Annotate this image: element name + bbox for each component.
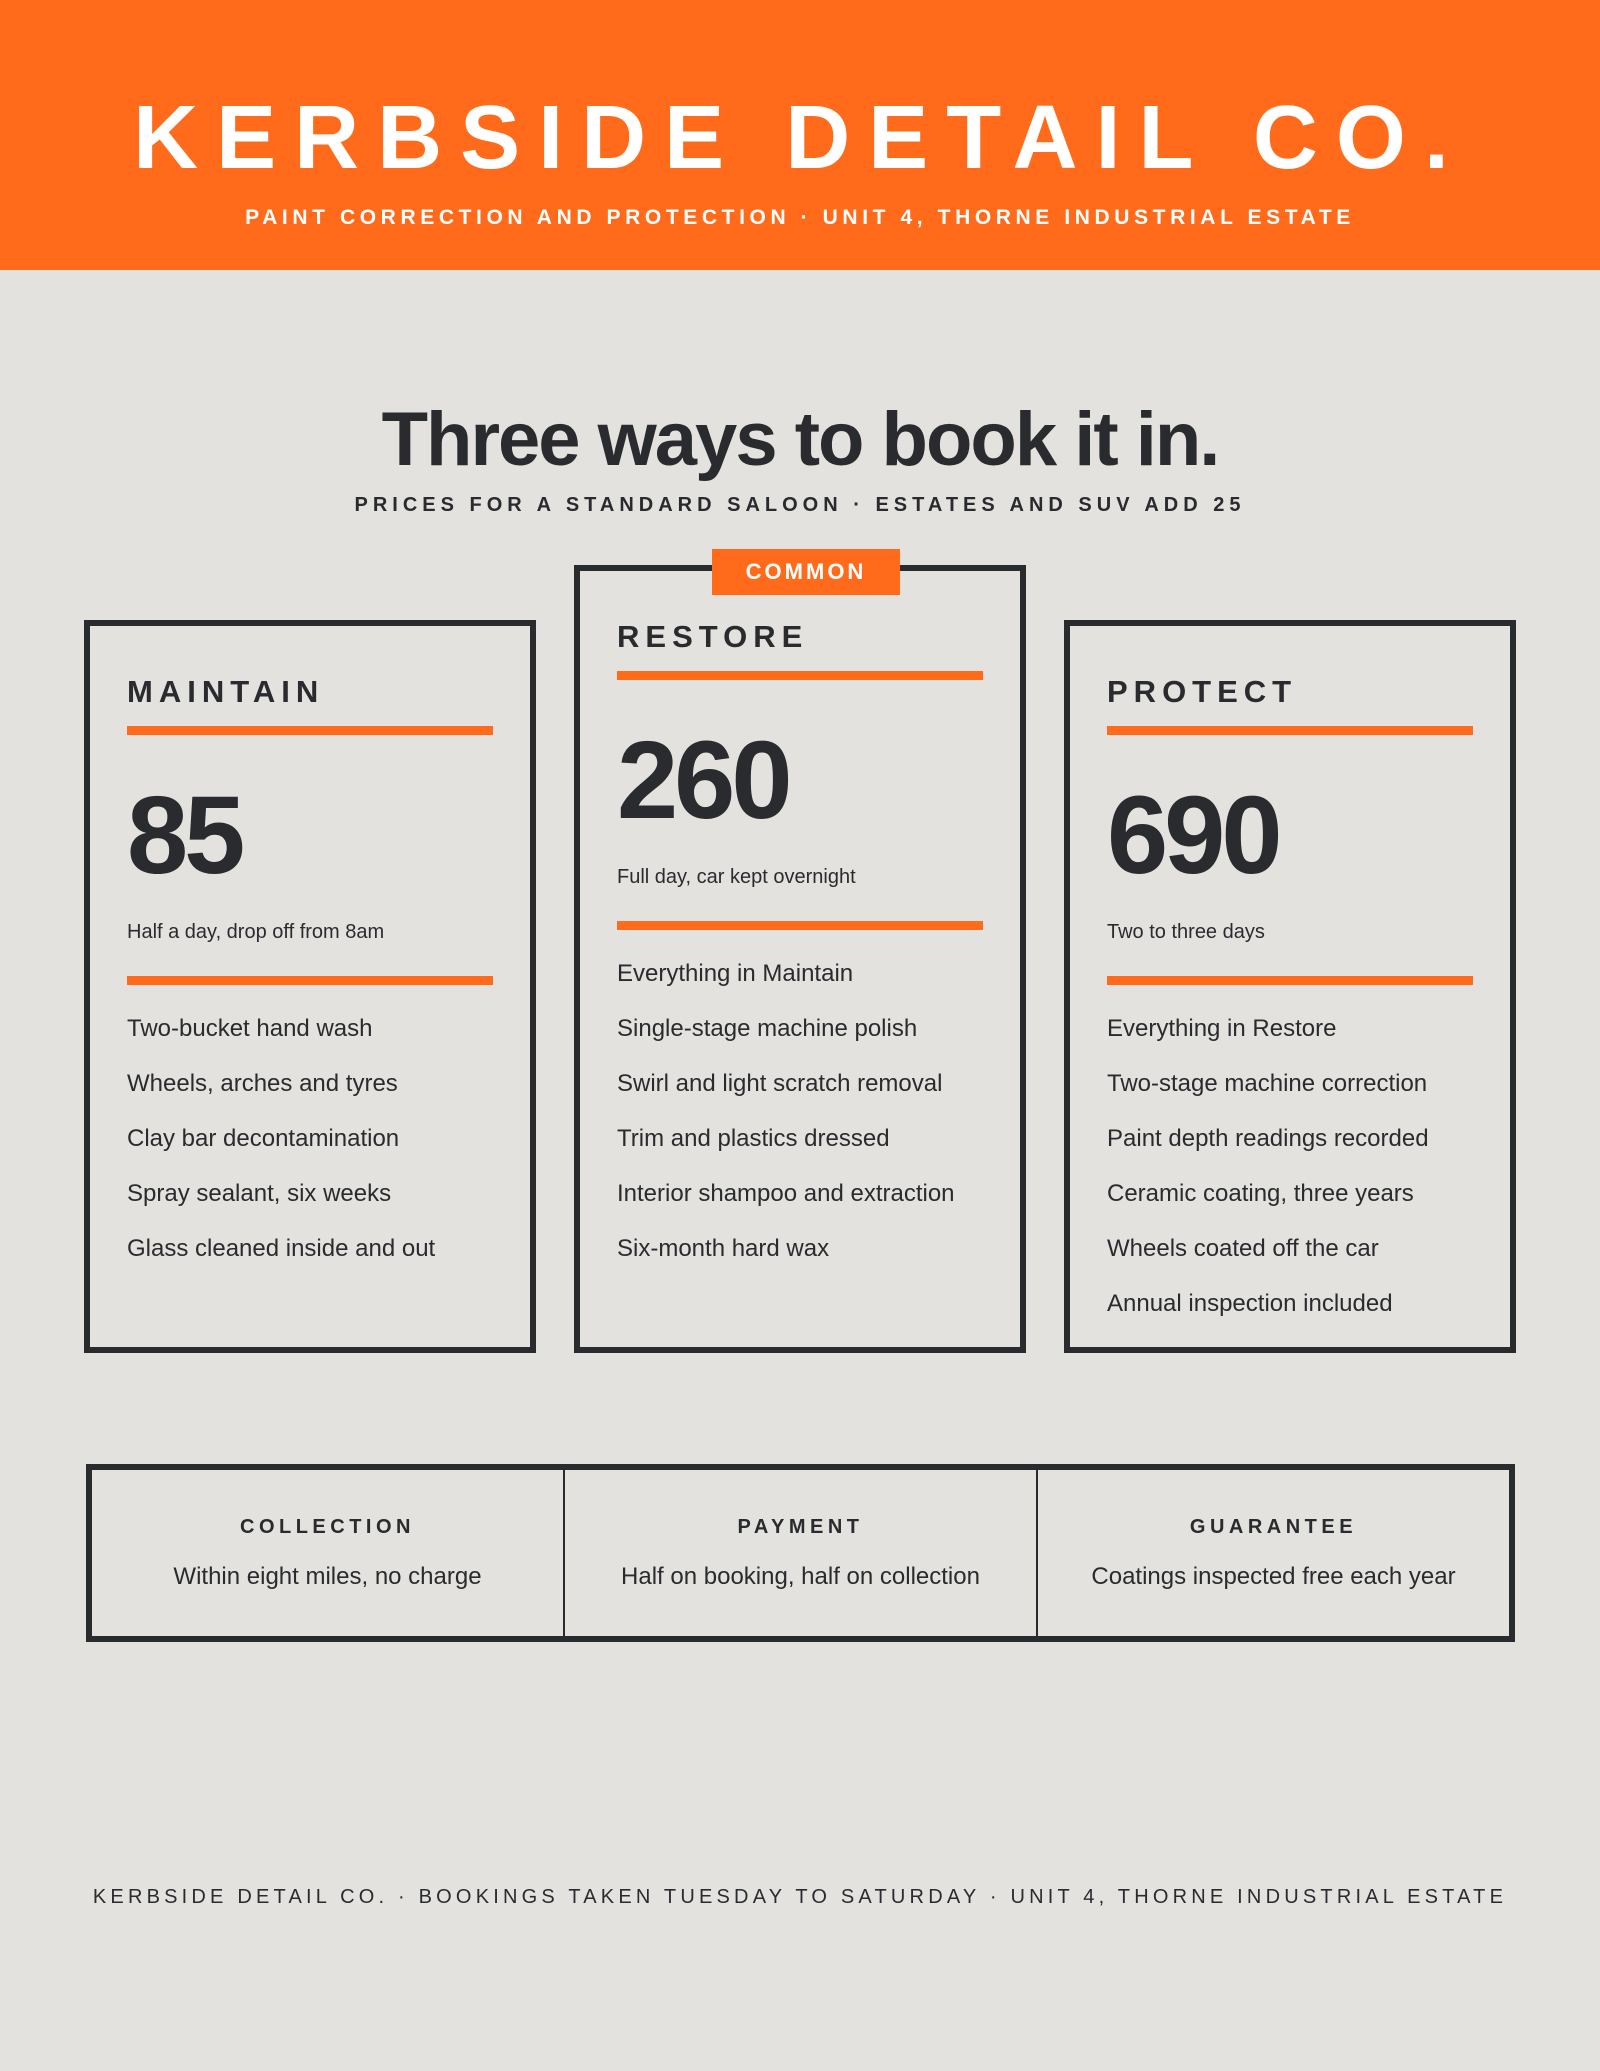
plan-price: 85 [127,774,242,897]
brand-header [0,0,1600,270]
feature-item: Annual inspection included [1107,1290,1393,1317]
plan-duration: Full day, car kept overnight [617,866,856,888]
info-title: GUARANTEE [1189,1516,1358,1538]
accent-divider [617,921,983,930]
accent-divider [1107,976,1473,985]
popular-badge: COMMON [712,549,900,595]
brand-tagline: PAINT CORRECTION AND PROTECTION · UNIT 4, THORNE INDUSTRIAL ESTATE [245,206,1355,229]
accent-divider [127,726,493,735]
footer-text: KERBSIDE DETAIL CO. · BOOKINGS TAKEN TUESDAY TO SATURDAY · UNIT 4, THORNE INDUSTRIAL ESTATE [92,1886,1508,1908]
brand-name: KERBSIDE DETAIL CO. [133,88,1467,188]
feature-item: Ceramic coating, three years [1107,1180,1414,1207]
plan-duration: Half a day, drop off from 8am [127,921,385,943]
info-text: Within eight miles, no charge [173,1563,482,1590]
plan-name: PROTECT [1107,674,1298,709]
feature-item: Paint depth readings recorded [1107,1125,1429,1152]
pricing-note: PRICES FOR A STANDARD SALOON · ESTATES AND SUV ADD 25 [354,494,1246,516]
feature-item: Single-stage machine polish [617,1015,918,1042]
info-title: PAYMENT [737,1516,864,1538]
accent-divider [1107,726,1473,735]
accent-divider [127,976,493,985]
feature-item: Wheels coated off the car [1107,1235,1379,1262]
plan-duration: Two to three days [1107,921,1265,943]
feature-item: Trim and plastics dressed [617,1125,890,1152]
info-cell-payment [563,1470,1036,1636]
info-text: Coatings inspected free each year [1091,1563,1456,1590]
plan-card-maintain [84,620,536,1353]
plan-price: 690 [1107,774,1279,897]
feature-item: Wheels, arches and tyres [127,1070,398,1097]
feature-item: Two-stage machine correction [1107,1070,1428,1097]
feature-item: Everything in Maintain [617,960,854,987]
info-cell-collection [92,1470,563,1636]
info-text: Half on booking, half on collection [621,1563,980,1590]
page-title: Three ways to book it in. [381,397,1219,482]
accent-divider [617,671,983,680]
plan-card-protect [1064,620,1516,1353]
feature-list [1107,1014,1473,1344]
info-title: COLLECTION [240,1516,415,1538]
feature-item: Swirl and light scratch removal [617,1070,943,1097]
plan-name: RESTORE [617,619,809,654]
plan-name: MAINTAIN [127,674,325,709]
plan-price: 260 [617,719,789,842]
info-strip [86,1464,1515,1642]
plan-card-restore [574,559,1026,1353]
feature-item: Glass cleaned inside and out [127,1235,436,1262]
feature-list [617,959,983,1289]
feature-item: Spray sealant, six weeks [127,1180,392,1207]
feature-item: Two-bucket hand wash [127,1015,373,1042]
feature-item: Everything in Restore [1107,1015,1337,1042]
feature-list [127,1014,493,1289]
feature-item: Six-month hard wax [617,1235,830,1262]
info-cell-guarantee [1036,1470,1509,1636]
feature-item: Interior shampoo and extraction [617,1180,955,1207]
feature-item: Clay bar decontamination [127,1125,400,1152]
